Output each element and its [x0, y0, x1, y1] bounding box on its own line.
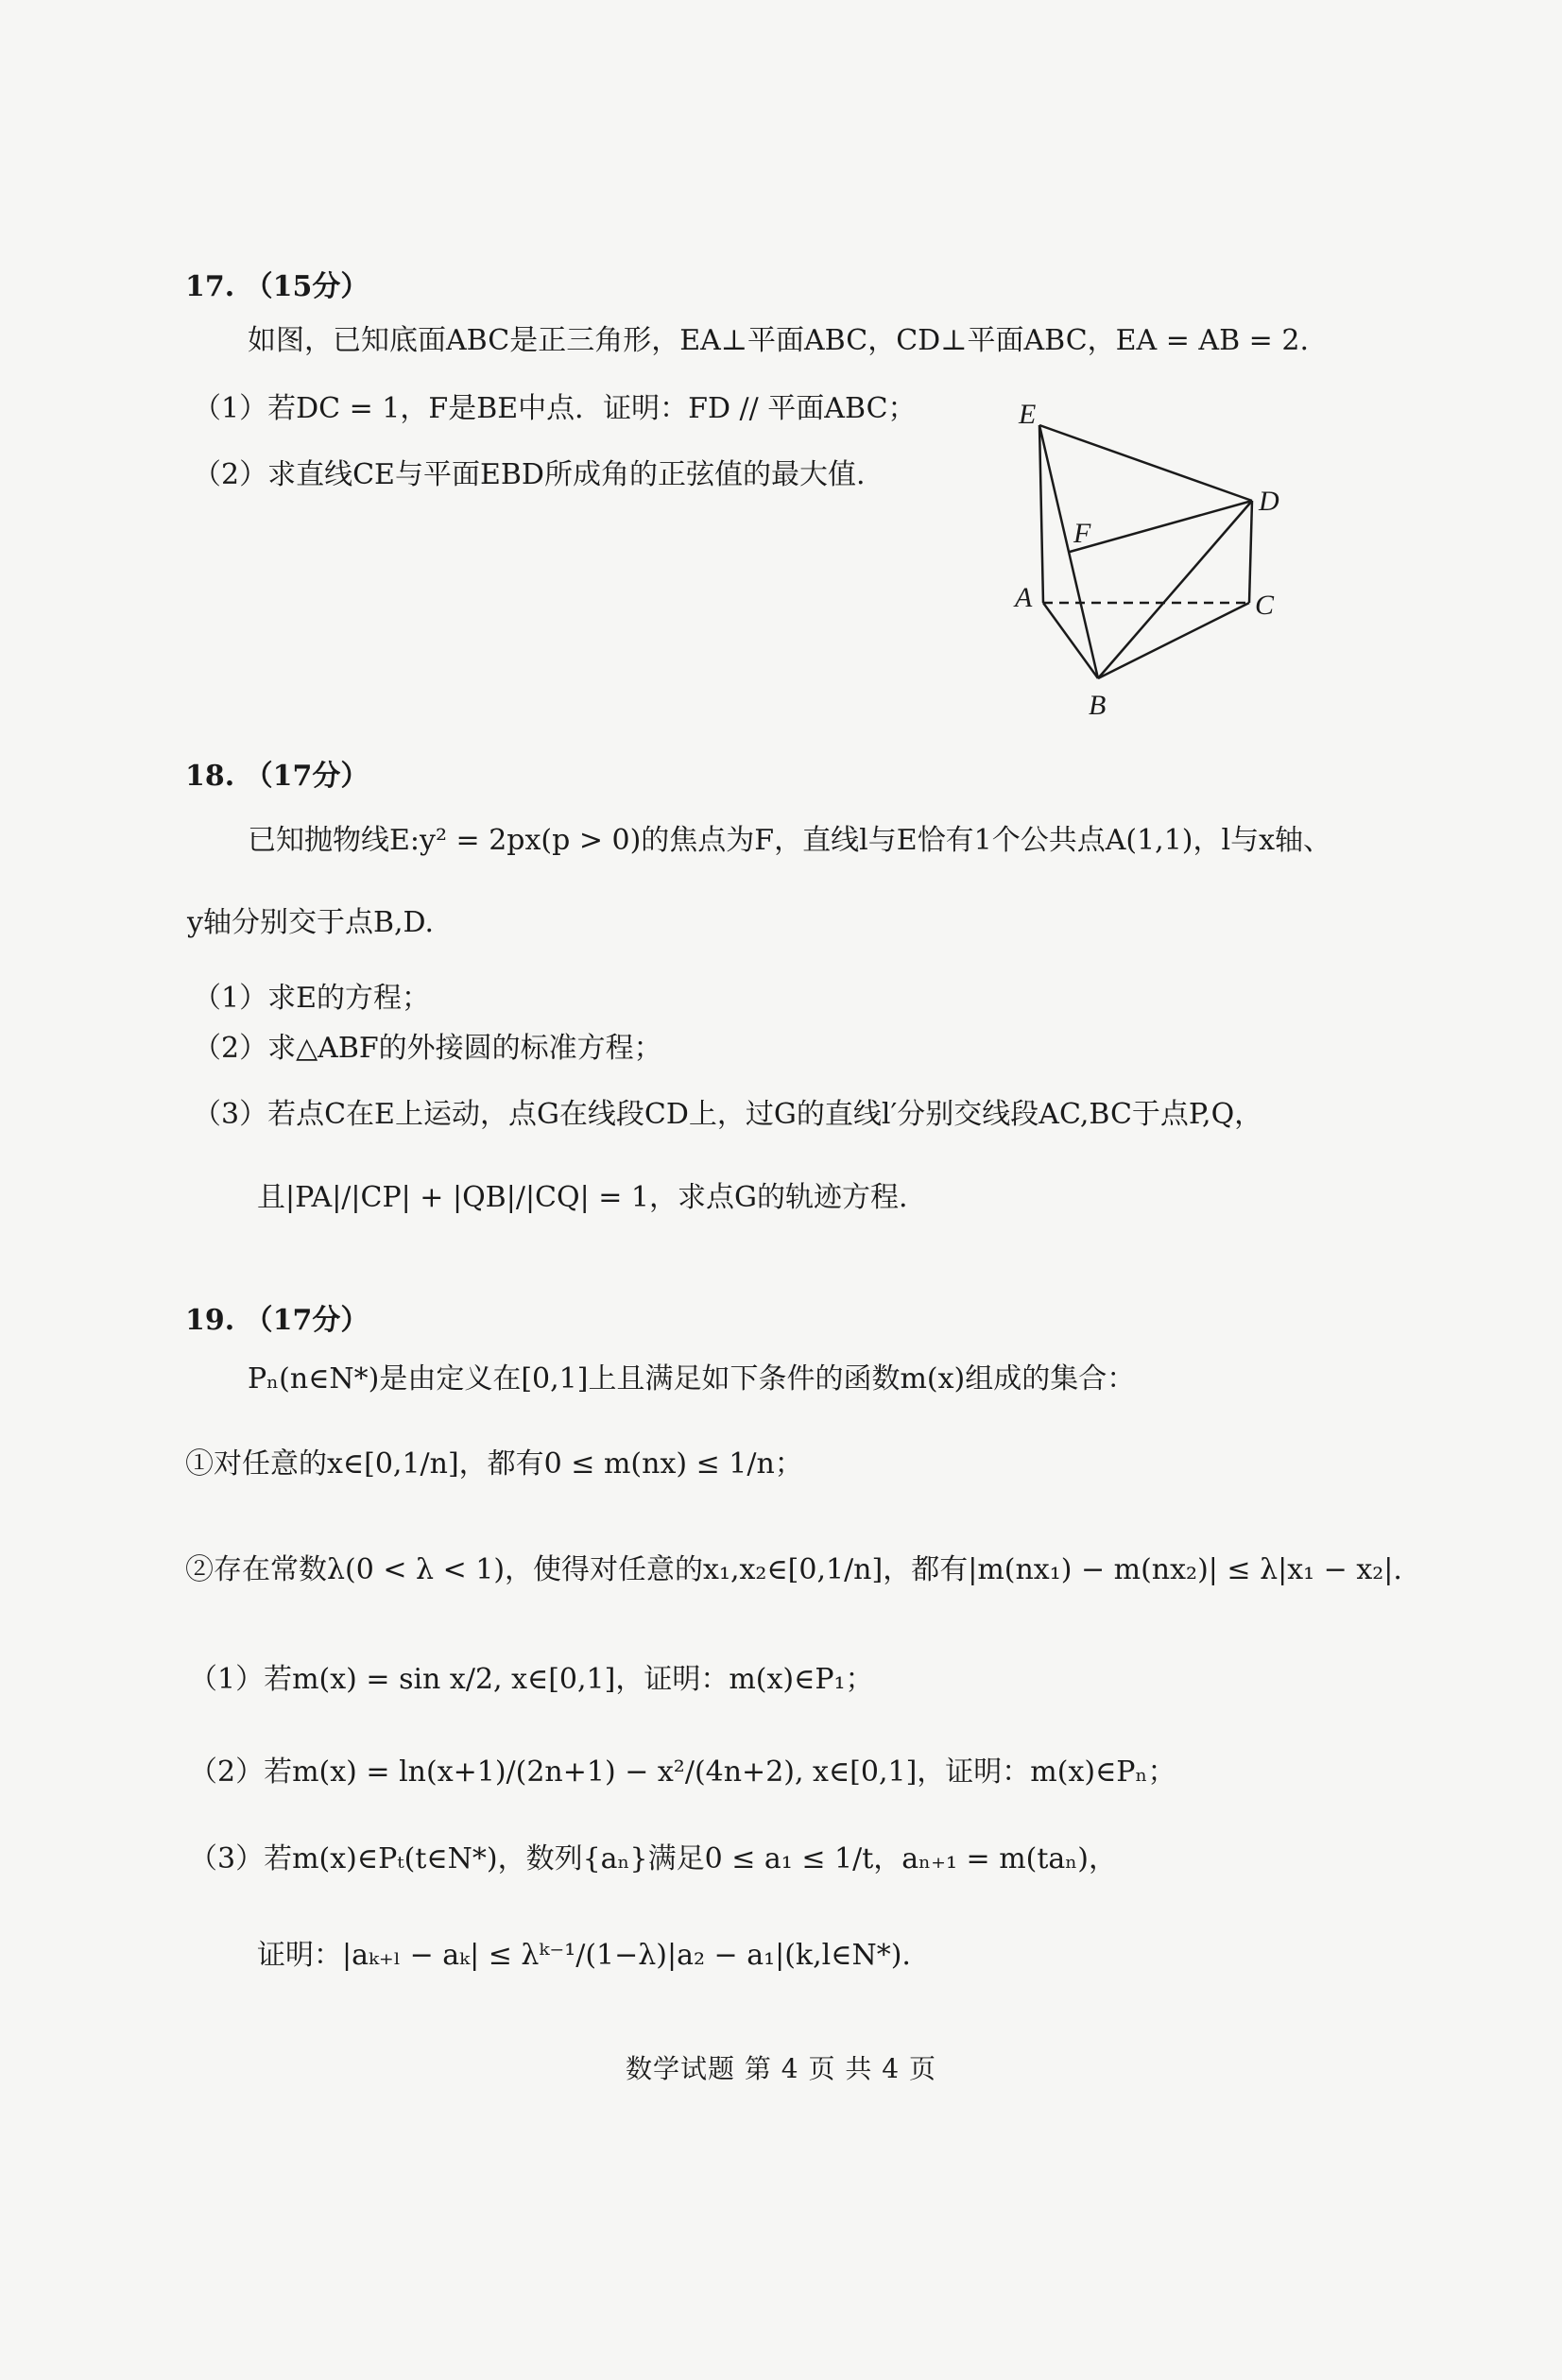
figure-label-b: B	[1089, 690, 1107, 721]
q17-figure	[1002, 387, 1285, 728]
q18-intro-line1: 已知抛物线E:y² = 2px(p > 0)的焦点为F，直线l与E恰有1个公共点A(1,1)，l与x轴、	[248, 824, 1332, 857]
q17-part1: （1）若DC = 1，F是BE中点．证明：FD // 平面ABC；	[193, 392, 917, 425]
page-footer: 数学试题 第 4 页 共 4 页	[625, 2053, 937, 2084]
q17-intro: 如图，已知底面ABC是正三角形，EA⊥平面ABC，CD⊥平面ABC，EA = AB = 2.	[248, 324, 1309, 357]
q19-part2: （2）若m(x) = ln(x+1)/(2n+1) − x²/(4n+2), x∈[0,1]，证明：m(x)∈Pₙ；	[189, 1755, 1176, 1789]
q18-intro-line2: y轴分别交于点B,D.	[187, 906, 435, 939]
q19-intro: Pₙ(n∈N*)是由定义在[0,1]上且满足如下条件的函数m(x)组成的集合：	[248, 1362, 1136, 1395]
q18-part2: （2）求△ABF的外接圆的标准方程；	[193, 1032, 662, 1065]
figure-label-c: C	[1255, 590, 1275, 621]
q18-part3: （3）若点C在E上运动，点G在线段CD上，过G的直线l′分别交线段AC,BC于点P,Q，	[193, 1098, 1263, 1131]
q19-condition2: ②存在常数λ(0 < λ < 1)，使得对任意的x₁,x₂∈[0,1/n]，都有|m(nx₁) − m(nx₂)| ≤ λ|x₁ − x₂|.	[185, 1553, 1402, 1586]
figure-label-e: E	[1019, 399, 1037, 430]
q18-header: 18. （17分）	[185, 760, 369, 793]
q19-part3-proof: 证明：|aₖ₊ₗ − aₖ| ≤ λᵏ⁻¹/(1−λ)|a₂ − a₁|(k,l∈N*).	[257, 1939, 911, 1972]
figure-label-a: A	[1015, 582, 1033, 613]
q18-part3-condition: 且|PA|/|CP| + |QB|/|CQ| = 1，求点G的轨迹方程.	[257, 1181, 908, 1214]
q19-part1: （1）若m(x) = sin x/2, x∈[0,1]，证明：m(x)∈P₁；	[189, 1663, 874, 1696]
q19-header: 19. （17分）	[185, 1304, 369, 1337]
figure-label-f: F	[1073, 518, 1091, 549]
q19-condition1: ①对任意的x∈[0,1/n]，都有0 ≤ m(nx) ≤ 1/n；	[185, 1447, 803, 1481]
q18-part1: （1）求E的方程；	[193, 982, 430, 1015]
figure-label-d: D	[1259, 486, 1279, 517]
q17-part2: （2）求直线CE与平面EBD所成角的正弦值的最大值.	[193, 458, 866, 491]
q17-header: 17. （15分）	[185, 270, 369, 303]
q19-part3: （3）若m(x)∈Pₜ(t∈N*)，数列{aₙ}满足0 ≤ a₁ ≤ 1/t，aₙ₊₁ = m(taₙ)，	[189, 1842, 1117, 1875]
